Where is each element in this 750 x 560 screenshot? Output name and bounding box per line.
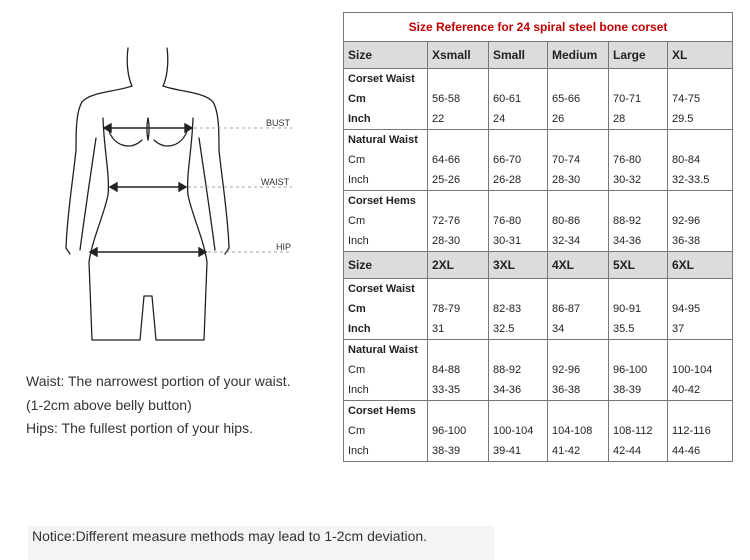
size-value-cell: 30-31 <box>489 231 548 252</box>
size-value-cell: 38-39 <box>428 441 489 462</box>
empty-cell <box>428 191 489 212</box>
size-header-row <box>344 252 733 279</box>
empty-cell <box>668 130 733 151</box>
row-unit-label: Cm <box>344 421 428 441</box>
table-row <box>344 150 733 170</box>
size-value-cell: 38-39 <box>609 380 668 401</box>
size-header-row <box>344 42 733 69</box>
size-value-cell: 92-96 <box>548 360 609 380</box>
table-row <box>344 421 733 441</box>
bust-label: BUST <box>266 118 291 128</box>
row-unit-label: Cm <box>344 211 428 231</box>
size-header-cell: XL <box>668 42 733 69</box>
table-title-row <box>344 13 733 42</box>
size-header-label: Size <box>344 42 428 69</box>
row-unit-label: Inch <box>344 380 428 401</box>
empty-cell <box>548 279 609 300</box>
size-header-cell: Small <box>489 42 548 69</box>
note-hips: Hips: The fullest portion of your hips. <box>26 420 253 436</box>
empty-cell <box>428 69 489 90</box>
empty-cell <box>428 130 489 151</box>
table-title: Size Reference for 24 spiral steel bone corset <box>344 13 733 42</box>
empty-cell <box>548 401 609 422</box>
size-value-cell: 26 <box>548 109 609 130</box>
size-value-cell: 36-38 <box>668 231 733 252</box>
empty-cell <box>609 191 668 212</box>
notice-bar <box>28 526 494 560</box>
size-value-cell: 22 <box>428 109 489 130</box>
size-header-cell: 6XL <box>668 252 733 279</box>
measure-arrows <box>90 124 206 256</box>
size-value-cell: 80-86 <box>548 211 609 231</box>
table-row <box>344 231 733 252</box>
size-value-cell: 96-100 <box>609 360 668 380</box>
group-title: Corset Hems <box>344 191 428 212</box>
group-title-row <box>344 69 733 90</box>
empty-cell <box>668 69 733 90</box>
size-value-cell: 100-104 <box>668 360 733 380</box>
table-row <box>344 380 733 401</box>
size-value-cell: 74-75 <box>668 89 733 109</box>
empty-cell <box>489 69 548 90</box>
group-title-row <box>344 191 733 212</box>
row-unit-label: Inch <box>344 109 428 130</box>
body-measurement-figure <box>0 0 340 370</box>
size-value-cell: 108-112 <box>609 421 668 441</box>
size-value-cell: 76-80 <box>609 150 668 170</box>
notice-text: Notice:Different measure methods may lead to 1-2cm deviation. <box>32 528 428 544</box>
size-value-cell: 28 <box>609 109 668 130</box>
row-unit-label: Cm <box>344 150 428 170</box>
size-value-cell: 32-33.5 <box>668 170 733 191</box>
group-title: Corset Waist <box>344 279 428 300</box>
table-row <box>344 299 733 319</box>
row-unit-label: Inch <box>344 170 428 191</box>
size-value-cell: 39-41 <box>489 441 548 462</box>
table-row <box>344 211 733 231</box>
size-chart-table <box>343 12 733 462</box>
hip-label: HIP <box>276 242 292 252</box>
table-row <box>344 360 733 380</box>
size-header-cell: Xsmall <box>428 42 489 69</box>
waist-label: WAIST <box>261 177 290 187</box>
size-value-cell: 96-100 <box>428 421 489 441</box>
size-value-cell: 28-30 <box>548 170 609 191</box>
size-value-cell: 70-71 <box>609 89 668 109</box>
row-unit-label: Cm <box>344 89 428 109</box>
size-value-cell: 30-32 <box>609 170 668 191</box>
size-value-cell: 80-84 <box>668 150 733 170</box>
empty-cell <box>548 191 609 212</box>
empty-cell <box>609 401 668 422</box>
leader-lines <box>188 128 292 252</box>
group-title: Natural Waist <box>344 130 428 151</box>
size-value-cell: 44-46 <box>668 441 733 462</box>
empty-cell <box>428 279 489 300</box>
empty-cell <box>489 130 548 151</box>
size-value-cell: 31 <box>428 319 489 340</box>
empty-cell <box>668 191 733 212</box>
empty-cell <box>609 279 668 300</box>
size-value-cell: 40-42 <box>668 380 733 401</box>
size-value-cell: 90-91 <box>609 299 668 319</box>
row-unit-label: Inch <box>344 319 428 340</box>
empty-cell <box>489 401 548 422</box>
size-value-cell: 35.5 <box>609 319 668 340</box>
empty-cell <box>609 69 668 90</box>
size-value-cell: 100-104 <box>489 421 548 441</box>
size-value-cell: 37 <box>668 319 733 340</box>
size-value-cell: 104-108 <box>548 421 609 441</box>
size-value-cell: 86-87 <box>548 299 609 319</box>
table-row <box>344 441 733 462</box>
size-header-cell: 5XL <box>609 252 668 279</box>
group-title-row <box>344 130 733 151</box>
size-value-cell: 41-42 <box>548 441 609 462</box>
size-header-cell: Large <box>609 42 668 69</box>
size-value-cell: 36-38 <box>548 380 609 401</box>
group-title: Natural Waist <box>344 340 428 361</box>
size-value-cell: 34-36 <box>609 231 668 252</box>
row-unit-label: Inch <box>344 441 428 462</box>
size-value-cell: 65-66 <box>548 89 609 109</box>
size-value-cell: 82-83 <box>489 299 548 319</box>
size-value-cell: 28-30 <box>428 231 489 252</box>
empty-cell <box>489 191 548 212</box>
empty-cell <box>609 340 668 361</box>
size-header-cell: 3XL <box>489 252 548 279</box>
size-header-cell: 4XL <box>548 252 609 279</box>
size-header-cell: 2XL <box>428 252 489 279</box>
empty-cell <box>668 401 733 422</box>
row-unit-label: Cm <box>344 360 428 380</box>
row-unit-label: Inch <box>344 231 428 252</box>
size-value-cell: 70-74 <box>548 150 609 170</box>
size-value-cell: 72-76 <box>428 211 489 231</box>
size-value-cell: 32.5 <box>489 319 548 340</box>
empty-cell <box>668 340 733 361</box>
size-value-cell: 66-70 <box>489 150 548 170</box>
size-value-cell: 34 <box>548 319 609 340</box>
measurement-notes <box>26 370 291 441</box>
empty-cell <box>548 130 609 151</box>
size-value-cell: 92-96 <box>668 211 733 231</box>
empty-cell <box>609 130 668 151</box>
empty-cell <box>668 279 733 300</box>
size-value-cell: 88-92 <box>489 360 548 380</box>
group-title-row <box>344 401 733 422</box>
size-value-cell: 88-92 <box>609 211 668 231</box>
size-value-cell: 84-88 <box>428 360 489 380</box>
size-value-cell: 24 <box>489 109 548 130</box>
empty-cell <box>548 69 609 90</box>
size-value-cell: 76-80 <box>489 211 548 231</box>
table-row <box>344 319 733 340</box>
group-title-row <box>344 279 733 300</box>
empty-cell <box>428 401 489 422</box>
size-value-cell: 34-36 <box>489 380 548 401</box>
empty-cell <box>489 340 548 361</box>
group-title: Corset Hems <box>344 401 428 422</box>
size-header-label: Size <box>344 252 428 279</box>
note-belly-button: (1-2cm above belly button) <box>26 396 192 413</box>
table-row <box>344 170 733 191</box>
size-value-cell: 29.5 <box>668 109 733 130</box>
size-value-cell: 112-116 <box>668 421 733 441</box>
table-row <box>344 109 733 130</box>
empty-cell <box>489 279 548 300</box>
size-header-cell: Medium <box>548 42 609 69</box>
row-unit-label: Cm <box>344 299 428 319</box>
size-value-cell: 25-26 <box>428 170 489 191</box>
size-value-cell: 32-34 <box>548 231 609 252</box>
group-title-row <box>344 340 733 361</box>
body-outline-icon <box>66 48 229 340</box>
size-value-cell: 64-66 <box>428 150 489 170</box>
size-value-cell: 60-61 <box>489 89 548 109</box>
size-value-cell: 26-28 <box>489 170 548 191</box>
note-waist: Waist: The narrowest portion of your waist. <box>26 373 291 389</box>
empty-cell <box>428 340 489 361</box>
size-value-cell: 56-58 <box>428 89 489 109</box>
empty-cell <box>548 340 609 361</box>
size-value-cell: 78-79 <box>428 299 489 319</box>
table-row <box>344 89 733 109</box>
size-value-cell: 94-95 <box>668 299 733 319</box>
size-value-cell: 33-35 <box>428 380 489 401</box>
group-title: Corset Waist <box>344 69 428 90</box>
size-value-cell: 42-44 <box>609 441 668 462</box>
